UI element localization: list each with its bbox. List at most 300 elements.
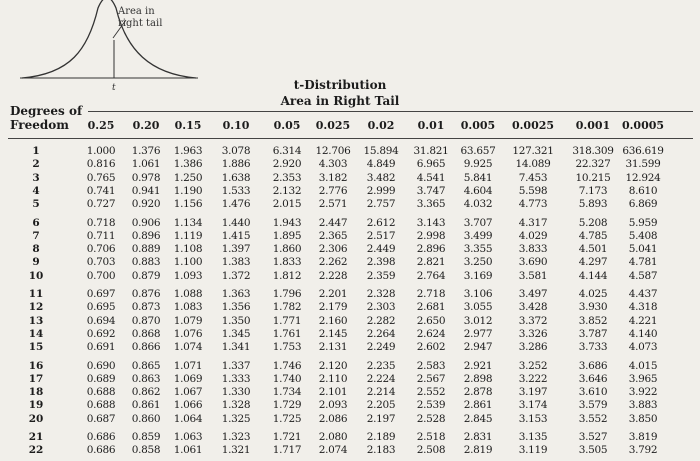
table-cell: 5.208 xyxy=(578,216,608,229)
table-cell: 1.325 xyxy=(221,412,251,425)
table-cell: 3.833 xyxy=(518,243,548,256)
table-cell: 0.870 xyxy=(131,314,161,327)
table-cell: 1.943 xyxy=(272,216,302,229)
row-df-label: 16 xyxy=(28,359,44,372)
table-cell: 3.819 xyxy=(628,431,658,443)
table-cell: 0.718 xyxy=(86,216,116,229)
table-cell: 1.833 xyxy=(272,256,302,269)
table-cell: 0.816 xyxy=(86,158,116,171)
table-cell: 0.689 xyxy=(86,372,116,385)
table-cell: 22.327 xyxy=(575,158,611,171)
table-cell: 4.140 xyxy=(628,327,658,340)
table-cell: 3.169 xyxy=(463,269,493,282)
table-cell: 3.610 xyxy=(578,386,608,399)
table-cell: 1.740 xyxy=(272,372,302,385)
table-cell: 3.286 xyxy=(518,341,548,354)
column-header: 0.001 xyxy=(575,119,611,132)
table-cell: 3.326 xyxy=(518,327,548,340)
table-cell: 2.183 xyxy=(366,444,396,457)
table-cell: 6.314 xyxy=(272,145,302,157)
table-cell: 1.476 xyxy=(221,198,251,211)
row-df-label: 6 xyxy=(32,216,40,229)
row-df-label: 17 xyxy=(28,372,44,385)
table-cell: 0.727 xyxy=(86,198,116,211)
table-cell: 1.533 xyxy=(221,184,251,197)
table-cell: 0.706 xyxy=(86,243,116,256)
table-cell: 7.453 xyxy=(518,171,548,184)
table-cell: 2.131 xyxy=(318,341,348,354)
table-cell: 1.083 xyxy=(173,301,203,314)
table-cell: 31.599 xyxy=(625,158,661,171)
table-cell: 0.873 xyxy=(131,301,161,314)
table-cell: 2.365 xyxy=(318,229,348,242)
table-cell: 3.365 xyxy=(416,198,446,211)
row-df-label: 21 xyxy=(28,431,44,443)
row-df-label: 2 xyxy=(32,158,40,171)
table-cell: 2.845 xyxy=(463,412,493,425)
row-df-label: 5 xyxy=(32,198,40,211)
row-df-label: 11 xyxy=(28,288,44,300)
table-cell: 1.886 xyxy=(221,158,251,171)
row-df-label: 1 xyxy=(32,145,40,157)
table-cell: 2.110 xyxy=(318,372,348,385)
table-cell: 2.264 xyxy=(366,327,396,340)
table-cell: 2.602 xyxy=(416,341,446,354)
table-cell: 3.252 xyxy=(518,359,548,372)
table-cell: 3.922 xyxy=(628,386,658,399)
table-cell: 3.965 xyxy=(628,372,658,385)
table-cell: 1.330 xyxy=(221,386,251,399)
table-cell: 1.796 xyxy=(272,288,302,300)
table-cell: 1.363 xyxy=(221,288,251,300)
table-cell: 2.977 xyxy=(463,327,493,340)
table-cell: 3.143 xyxy=(416,216,446,229)
table-cell: 7.173 xyxy=(578,184,608,197)
table-cell: 2.508 xyxy=(416,444,446,457)
table-cell: 2.080 xyxy=(318,431,348,443)
table-cell: 4.317 xyxy=(518,216,548,229)
table-cell: 1.134 xyxy=(173,216,203,229)
row-df-label: 13 xyxy=(28,314,44,327)
table-cell: 3.930 xyxy=(578,301,608,314)
table-cell: 14.089 xyxy=(515,158,551,171)
table-cell: 1.350 xyxy=(221,314,251,327)
table-cell: 1.061 xyxy=(131,158,161,171)
table-cell: 2.920 xyxy=(272,158,302,171)
table-cell: 0.863 xyxy=(131,372,161,385)
table-cell: 1.725 xyxy=(272,412,302,425)
table-cell: 4.025 xyxy=(578,288,608,300)
table-cell: 2.517 xyxy=(366,229,396,242)
table-cell: 1.119 xyxy=(173,229,203,242)
table-cell: 1.782 xyxy=(272,301,302,314)
table-cell: 1.341 xyxy=(221,341,251,354)
table-cell: 2.015 xyxy=(272,198,302,211)
row-df-label: 22 xyxy=(28,444,44,457)
table-cell: 0.879 xyxy=(131,269,161,282)
column-header: 0.15 xyxy=(174,119,202,132)
table-cell: 1.079 xyxy=(173,314,203,327)
table-cell: 3.055 xyxy=(463,301,493,314)
table-cell: 2.282 xyxy=(366,314,396,327)
table-cell: 2.262 xyxy=(318,256,348,269)
column-header: 0.02 xyxy=(367,119,395,132)
row-df-label: 3 xyxy=(32,171,40,184)
table-subtitle: Area in Right Tail xyxy=(280,94,400,108)
table-cell: 3.153 xyxy=(518,412,548,425)
table-cell: 5.408 xyxy=(628,229,658,242)
table-cell: 3.646 xyxy=(578,372,608,385)
row-df-label: 10 xyxy=(28,269,44,282)
table-cell: 2.947 xyxy=(463,341,493,354)
table-cell: 4.032 xyxy=(463,198,493,211)
table-cell: 2.398 xyxy=(366,256,396,269)
table-cell: 2.776 xyxy=(318,184,348,197)
table-cell: 1.638 xyxy=(221,171,251,184)
table-cell: 2.086 xyxy=(318,412,348,425)
table-cell: 1.000 xyxy=(86,145,116,157)
table-cell: 1.376 xyxy=(131,145,161,157)
table-cell: 2.819 xyxy=(463,444,493,457)
table-cell: 2.249 xyxy=(366,341,396,354)
table-cell: 4.073 xyxy=(628,341,658,354)
table-cell: 0.686 xyxy=(86,444,116,457)
table-cell: 1.761 xyxy=(272,327,302,340)
table-cell: 4.221 xyxy=(628,314,658,327)
table-cell: 2.120 xyxy=(318,359,348,372)
table-cell: 2.359 xyxy=(366,269,396,282)
table-cell: 2.093 xyxy=(318,399,348,412)
table-cell: 0.687 xyxy=(86,412,116,425)
table-cell: 5.598 xyxy=(518,184,548,197)
table-cell: 1.356 xyxy=(221,301,251,314)
table-cell: 0.865 xyxy=(131,359,161,372)
table-cell: 4.773 xyxy=(518,198,548,211)
table-cell: 3.792 xyxy=(628,444,658,457)
table-cell: 2.898 xyxy=(463,372,493,385)
table-cell: 3.850 xyxy=(628,412,658,425)
table-cell: 2.447 xyxy=(318,216,348,229)
table-cell: 4.318 xyxy=(628,301,658,314)
table-cell: 2.449 xyxy=(366,243,396,256)
table-cell: 1.061 xyxy=(173,444,203,457)
table-cell: 3.222 xyxy=(518,372,548,385)
table-cell: 12.706 xyxy=(315,145,351,157)
table-cell: 0.697 xyxy=(86,288,116,300)
table-cell: 0.692 xyxy=(86,327,116,340)
table-cell: 3.197 xyxy=(518,386,548,399)
table-cell: 1.100 xyxy=(173,256,203,269)
table-cell: 3.852 xyxy=(578,314,608,327)
row-df-label: 12 xyxy=(28,301,44,314)
column-header: 0.025 xyxy=(315,119,351,132)
table-cell: 0.688 xyxy=(86,386,116,399)
table-cell: 1.333 xyxy=(221,372,251,385)
row-df-label: 19 xyxy=(28,399,44,412)
table-cell: 1.415 xyxy=(221,229,251,242)
table-cell: 1.812 xyxy=(272,269,302,282)
table-cell: 3.686 xyxy=(578,359,608,372)
table-cell: 1.372 xyxy=(221,269,251,282)
table-cell: 3.552 xyxy=(578,412,608,425)
t-marker: t xyxy=(112,83,116,93)
table-cell: 2.205 xyxy=(366,399,396,412)
table-cell: 0.711 xyxy=(86,229,116,242)
table-cell: 2.999 xyxy=(366,184,396,197)
table-cell: 1.440 xyxy=(221,216,251,229)
table-cell: 2.612 xyxy=(366,216,396,229)
table-cell: 3.482 xyxy=(366,171,396,184)
table-cell: 2.718 xyxy=(416,288,446,300)
table-cell: 1.345 xyxy=(221,327,251,340)
table-cell: 2.539 xyxy=(416,399,446,412)
table-cell: 2.567 xyxy=(416,372,446,385)
table-cell: 3.372 xyxy=(518,314,548,327)
table-cell: 1.729 xyxy=(272,399,302,412)
table-cell: 0.862 xyxy=(131,386,161,399)
table-cell: 0.896 xyxy=(131,229,161,242)
table-cell: 1.321 xyxy=(221,444,251,457)
table-cell: 2.650 xyxy=(416,314,446,327)
table-cell: 2.145 xyxy=(318,327,348,340)
table-cell: 1.190 xyxy=(173,184,203,197)
table-cell: 0.889 xyxy=(131,243,161,256)
table-cell: 2.861 xyxy=(463,399,493,412)
table-cell: 0.978 xyxy=(131,171,161,184)
table-cell: 3.250 xyxy=(463,256,493,269)
table-cell: 1.093 xyxy=(173,269,203,282)
area-in-right-tail-label: Area in right tail xyxy=(118,6,163,29)
table-cell: 5.959 xyxy=(628,216,658,229)
degrees-of-freedom-header: Degrees of Freedom xyxy=(10,104,83,132)
table-cell: 2.518 xyxy=(416,431,446,443)
table-cell: 3.579 xyxy=(578,399,608,412)
table-cell: 3.497 xyxy=(518,288,548,300)
table-cell: 3.106 xyxy=(463,288,493,300)
table-cell: 1.771 xyxy=(272,314,302,327)
table-cell: 318.309 xyxy=(572,145,614,157)
row-df-label: 4 xyxy=(32,184,40,197)
table-cell: 2.764 xyxy=(416,269,446,282)
table-cell: 3.747 xyxy=(416,184,446,197)
table-cell: 2.878 xyxy=(463,386,493,399)
table-cell: 1.076 xyxy=(173,327,203,340)
table-cell: 1.746 xyxy=(272,359,302,372)
table-cell: 6.869 xyxy=(628,198,658,211)
table-cell: 5.041 xyxy=(628,243,658,256)
table-cell: 2.197 xyxy=(366,412,396,425)
table-cell: 1.108 xyxy=(173,243,203,256)
table-cell: 1.721 xyxy=(272,431,302,443)
table-cell: 3.527 xyxy=(578,431,608,443)
table-cell: 0.700 xyxy=(86,269,116,282)
table-cell: 3.499 xyxy=(463,229,493,242)
table-cell: 2.896 xyxy=(416,243,446,256)
table-cell: 1.963 xyxy=(173,145,203,157)
table-cell: 3.174 xyxy=(518,399,548,412)
table-cell: 0.690 xyxy=(86,359,116,372)
table-cell: 1.074 xyxy=(173,341,203,354)
table-cell: 3.428 xyxy=(518,301,548,314)
table-cell: 3.182 xyxy=(318,171,348,184)
header-top-rule xyxy=(88,111,693,112)
table-cell: 2.552 xyxy=(416,386,446,399)
table-cell: 1.063 xyxy=(173,431,203,443)
table-cell: 2.624 xyxy=(416,327,446,340)
table-cell: 3.707 xyxy=(463,216,493,229)
column-header: 0.05 xyxy=(273,119,301,132)
table-cell: 2.353 xyxy=(272,171,302,184)
table-cell: 4.587 xyxy=(628,269,658,282)
table-cell: 2.201 xyxy=(318,288,348,300)
row-df-label: 8 xyxy=(32,243,40,256)
table-cell: 0.906 xyxy=(131,216,161,229)
table-cell: 5.893 xyxy=(578,198,608,211)
table-cell: 2.571 xyxy=(318,198,348,211)
table-cell: 4.781 xyxy=(628,256,658,269)
table-cell: 0.703 xyxy=(86,256,116,269)
table-cell: 1.895 xyxy=(272,229,302,242)
column-header: 0.0005 xyxy=(621,119,665,132)
table-cell: 4.604 xyxy=(463,184,493,197)
table-cell: 0.695 xyxy=(86,301,116,314)
table-cell: 0.866 xyxy=(131,341,161,354)
table-cell: 2.235 xyxy=(366,359,396,372)
table-cell: 3.078 xyxy=(221,145,251,157)
table-cell: 0.688 xyxy=(86,399,116,412)
table-cell: 3.787 xyxy=(578,327,608,340)
table-cell: 0.741 xyxy=(86,184,116,197)
table-cell: 1.250 xyxy=(173,171,203,184)
table-cell: 1.717 xyxy=(272,444,302,457)
table-cell: 1.067 xyxy=(173,386,203,399)
table-cell: 10.215 xyxy=(575,171,611,184)
row-df-label: 15 xyxy=(28,341,44,354)
table-cell: 0.868 xyxy=(131,327,161,340)
column-header: 0.20 xyxy=(132,119,160,132)
header-bottom-rule xyxy=(8,138,693,139)
table-cell: 2.328 xyxy=(366,288,396,300)
table-cell: 2.831 xyxy=(463,431,493,443)
table-cell: 0.765 xyxy=(86,171,116,184)
table-cell: 5.841 xyxy=(463,171,493,184)
table-cell: 1.386 xyxy=(173,158,203,171)
row-df-label: 14 xyxy=(28,327,44,340)
table-cell: 2.074 xyxy=(318,444,348,457)
table-cell: 636.619 xyxy=(622,145,664,157)
table-cell: 4.541 xyxy=(416,171,446,184)
table-cell: 2.214 xyxy=(366,386,396,399)
table-cell: 127.321 xyxy=(512,145,554,157)
table-cell: 4.144 xyxy=(578,269,608,282)
table-cell: 2.101 xyxy=(318,386,348,399)
table-cell: 3.690 xyxy=(518,256,548,269)
table-cell: 1.066 xyxy=(173,399,203,412)
table-cell: 0.859 xyxy=(131,431,161,443)
table-cell: 2.228 xyxy=(318,269,348,282)
table-cell: 0.694 xyxy=(86,314,116,327)
table-cell: 1.337 xyxy=(221,359,251,372)
table-cell: 12.924 xyxy=(625,171,661,184)
table-cell: 9.925 xyxy=(463,158,493,171)
table-cell: 0.858 xyxy=(131,444,161,457)
column-header: 0.25 xyxy=(87,119,115,132)
table-cell: 3.505 xyxy=(578,444,608,457)
table-cell: 2.189 xyxy=(366,431,396,443)
column-header: 0.10 xyxy=(222,119,250,132)
table-cell: 1.860 xyxy=(272,243,302,256)
row-df-label: 9 xyxy=(32,256,40,269)
table-cell: 2.998 xyxy=(416,229,446,242)
table-cell: 2.132 xyxy=(272,184,302,197)
table-cell: 1.069 xyxy=(173,372,203,385)
table-cell: 0.941 xyxy=(131,184,161,197)
table-cell: 6.965 xyxy=(416,158,446,171)
row-df-label: 7 xyxy=(32,229,40,242)
table-cell: 1.064 xyxy=(173,412,203,425)
table-cell: 2.583 xyxy=(416,359,446,372)
column-header: 0.0025 xyxy=(511,119,555,132)
table-cell: 0.691 xyxy=(86,341,116,354)
table-cell: 0.861 xyxy=(131,399,161,412)
table-cell: 1.323 xyxy=(221,431,251,443)
table-cell: 15.894 xyxy=(363,145,399,157)
table-cell: 31.821 xyxy=(413,145,449,157)
table-cell: 4.437 xyxy=(628,288,658,300)
table-cell: 63.657 xyxy=(460,145,496,157)
table-cell: 0.883 xyxy=(131,256,161,269)
table-cell: 2.306 xyxy=(318,243,348,256)
table-cell: 3.012 xyxy=(463,314,493,327)
table-cell: 4.785 xyxy=(578,229,608,242)
table-cell: 1.071 xyxy=(173,359,203,372)
row-df-label: 20 xyxy=(28,412,44,425)
table-cell: 2.921 xyxy=(463,359,493,372)
table-cell: 3.581 xyxy=(518,269,548,282)
table-cell: 4.303 xyxy=(318,158,348,171)
table-cell: 2.681 xyxy=(416,301,446,314)
table-cell: 1.734 xyxy=(272,386,302,399)
table-cell: 1.753 xyxy=(272,341,302,354)
table-cell: 0.920 xyxy=(131,198,161,211)
table-cell: 4.297 xyxy=(578,256,608,269)
table-title: t-Distribution xyxy=(293,78,387,92)
table-cell: 1.088 xyxy=(173,288,203,300)
table-cell: 2.160 xyxy=(318,314,348,327)
table-cell: 2.224 xyxy=(366,372,396,385)
table-cell: 1.383 xyxy=(221,256,251,269)
column-header: 0.005 xyxy=(460,119,496,132)
table-cell: 2.303 xyxy=(366,301,396,314)
row-df-label: 18 xyxy=(28,386,44,399)
column-header: 0.01 xyxy=(417,119,445,132)
table-cell: 2.528 xyxy=(416,412,446,425)
table-cell: 3.135 xyxy=(518,431,548,443)
table-cell: 4.849 xyxy=(366,158,396,171)
table-cell: 1.156 xyxy=(173,198,203,211)
table-cell: 3.355 xyxy=(463,243,493,256)
table-cell: 1.397 xyxy=(221,243,251,256)
table-cell: 2.757 xyxy=(366,198,396,211)
table-cell: 4.029 xyxy=(518,229,548,242)
table-cell: 0.860 xyxy=(131,412,161,425)
table-cell: 3.119 xyxy=(518,444,548,457)
table-cell: 0.686 xyxy=(86,431,116,443)
table-cell: 8.610 xyxy=(628,184,658,197)
table-cell: 0.876 xyxy=(131,288,161,300)
table-cell: 3.733 xyxy=(578,341,608,354)
table-cell: 2.179 xyxy=(318,301,348,314)
